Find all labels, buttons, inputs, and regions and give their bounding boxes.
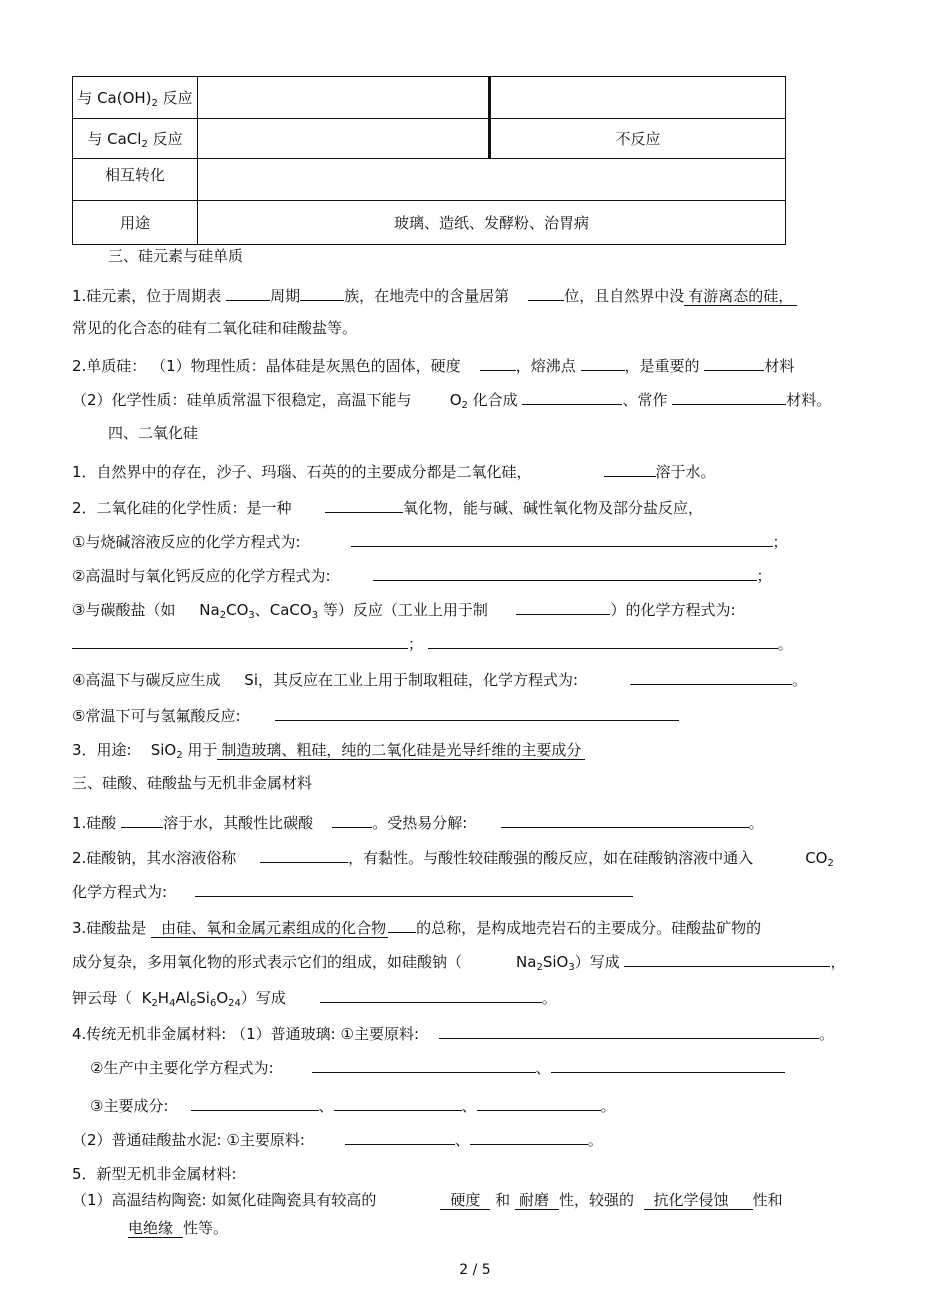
text-line: 1．自然界中的存在，沙子、玛瑙、石英的的主要成分都是二氧化硅， 溶于水。 (72, 460, 716, 482)
text-line: 3.硅酸盐是 由硅、氧和金属元素组成的化合物 的总称，是构成地壳岩石的主要成分。硅酸盐矿物的 (72, 916, 761, 938)
text-line: 2．二氧化硅的化学性质：是一种 氧化物，能与碱、碱性氧化物及部分盐反应， (72, 496, 703, 518)
table-cell (198, 119, 490, 159)
text-line: 2.单质硅： （1）物理性质：晶体硅是灰黑色的固体，硬度 ，熔沸点 ，是重要的 材料 (72, 354, 794, 376)
table-cell: 玻璃、造纸、发酵粉、治胃病 (198, 201, 786, 245)
section-title: 三、硅元素与硅单质 (108, 247, 244, 265)
text-line: 钾云母（ $K_2H_4Al_6Si_6O_{24}$）写成 。 (72, 986, 557, 1014)
text-line: 5．新型无机非金属材料: (72, 1165, 237, 1183)
text-line: 电绝缘 性等。 (128, 1219, 229, 1237)
table-row-label: 相互转化 (73, 159, 198, 201)
table-row-label: 与 CaCl$_2$ 反应 (73, 119, 198, 159)
text-line: 成分复杂，多用氧化物的形式表示它们的组成，如硅酸钠（ $Na_2SiO_3$）写成 ， (72, 950, 846, 978)
text-line: 化学方程式为: (72, 880, 633, 902)
text-line: ⑤常温下可与氢氟酸反应: (72, 704, 679, 726)
text-line: 1.硅酸 溶于水，其酸性比碳酸 。受热易分解: 。 (72, 811, 764, 833)
text-line: ③主要成分: 、 、 。 (90, 1094, 616, 1116)
section-title: 三、硅酸、硅酸盐与无机非金属材料 (72, 774, 313, 792)
text-line: 4.传统无机非金属材料: （1）普通玻璃: ①主要原料: 。 (72, 1022, 834, 1044)
text-line: ①与烧碱溶液反应的化学方程式为: ； (72, 530, 788, 552)
text-line: ②高温时与氧化钙反应的化学方程式为: ； (72, 564, 772, 586)
text-line: 常见的化合态的硅有二氧化硅和硅酸盐等。 (72, 319, 358, 337)
comparison-table (72, 76, 786, 245)
text-line: ； 。 (72, 632, 793, 654)
page-number: 2 / 5 (459, 1262, 491, 1278)
text-line: 2.硅酸钠，其水溶液俗称 ，有黏性。与酸性较硅酸强的酸反应，如在硅酸钠溶液中通入 $CO_2$ (72, 846, 834, 874)
text-line: ④高温下与碳反应生成 Si，其反应在工业上用于制取粗硅，化学方程式为: 。 (72, 668, 807, 690)
section-title: 四、二氧化硅 (108, 424, 199, 442)
table-cell (198, 159, 786, 201)
table-cell: 不反应 (490, 119, 786, 159)
text-line: （2）化学性质：硅单质常温下很稳定，高温下能与 $O_2$ 化合成 、常作 材料。 (72, 388, 831, 416)
text-line: （1）高温结构陶瓷: 如氮化硅陶瓷具有较高的 硬度 和 耐磨 性，较强的 抗化学侵蚀 性和 (72, 1191, 783, 1209)
table-row-label: 与 $Ca(OH)_2$ 反应 (73, 77, 198, 119)
table-row-label: 用途 (73, 201, 198, 245)
table-cell (490, 77, 786, 119)
text-line: 3．用途: SiO$_2$ 用于 制造玻璃、粗硅，纯的二氧化硅是光导纤维的主要成分 (72, 740, 585, 766)
table-cell (198, 77, 490, 119)
text-line: （2）普通硅酸盐水泥: ①主要原料: 、 。 (72, 1128, 603, 1150)
text-line: 1.硅元素，位于周期表 周期 族，在地壳中的含量居第 位，且自然界中没 有游离态的硅， (72, 284, 797, 306)
text-line: ③与碳酸盐（如 $Na_2CO_3$、CaCO$_3$ 等）反应（工业上用于制 ）的化学方程式为: (72, 598, 736, 626)
text-line: ②生产中主要化学方程式为: 、 (90, 1056, 785, 1078)
